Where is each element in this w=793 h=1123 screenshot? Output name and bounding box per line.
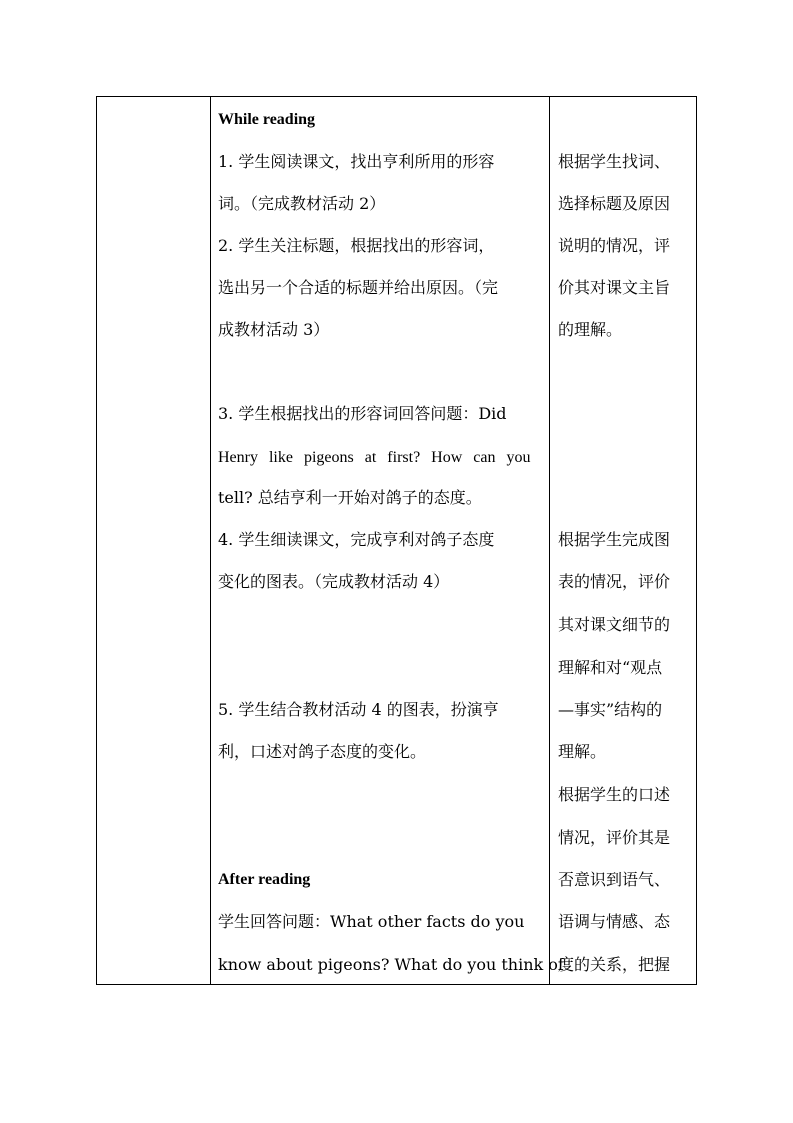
activity-line: tell? 总结亨利一开始对鸽子的态度。 <box>218 488 482 507</box>
activity-line: Henry like pigeons at first? How can you <box>218 449 531 466</box>
activity-line: 变化的图表。（完成教材活动 4） <box>218 572 450 591</box>
activity-line: 利，口述对鸽子态度的变化。 <box>218 742 427 761</box>
activity-line: 成教材活动 3） <box>218 320 330 339</box>
column-divider-2 <box>549 97 550 984</box>
assessment-line: 的理解。 <box>558 320 623 339</box>
assessment-line: 说明的情况，评 <box>558 236 671 255</box>
assessment-line: 根据学生完成图 <box>558 530 671 549</box>
assessment-line: 价其对课文主旨 <box>558 278 671 297</box>
lesson-plan-table <box>96 96 697 985</box>
assessment-line: 选择标题及原因 <box>558 194 671 213</box>
assessment-line: 情况，评价其是 <box>558 828 671 847</box>
assessment-line: 根据学生找词、 <box>558 152 671 171</box>
after-reading-heading: After reading <box>218 871 311 888</box>
assessment-line: 否意识到语气、 <box>558 870 671 889</box>
assessment-line: 理解和对“观点 <box>558 658 663 677</box>
activity-line: know about pigeons? What do you think of <box>218 955 564 974</box>
activity-line: 5. 学生结合教材活动 4 的图表，扮演亨 <box>218 700 499 719</box>
assessment-line: 理解。 <box>558 742 607 761</box>
assessment-line: 根据学生的口述 <box>558 785 671 804</box>
activity-line: 4. 学生细读课文，完成亨利对鸽子态度 <box>218 530 495 549</box>
activity-line: 词。（完成教材活动 2） <box>218 194 386 213</box>
activity-line: 1. 学生阅读课文，找出亨利所用的形容 <box>218 152 495 171</box>
activity-line: 选出另一个合适的标题并给出原因。（完 <box>218 278 499 297</box>
activity-line: 2. 学生关注标题，根据找出的形容词， <box>218 236 495 255</box>
assessment-line: —事实”结构的 <box>558 700 663 719</box>
activity-line: 学生回答问题：What other facts do you <box>218 912 525 931</box>
while-reading-heading: While reading <box>218 111 316 128</box>
column-divider-1 <box>210 97 211 984</box>
assessment-line: 度的关系，把握 <box>558 955 671 974</box>
assessment-line: 表的情况，评价 <box>558 572 671 591</box>
activity-line: 3. 学生根据找出的形容词回答问题：Did <box>218 404 507 423</box>
assessment-line: 语调与情感、态 <box>558 912 671 931</box>
assessment-line: 其对课文细节的 <box>558 615 671 634</box>
